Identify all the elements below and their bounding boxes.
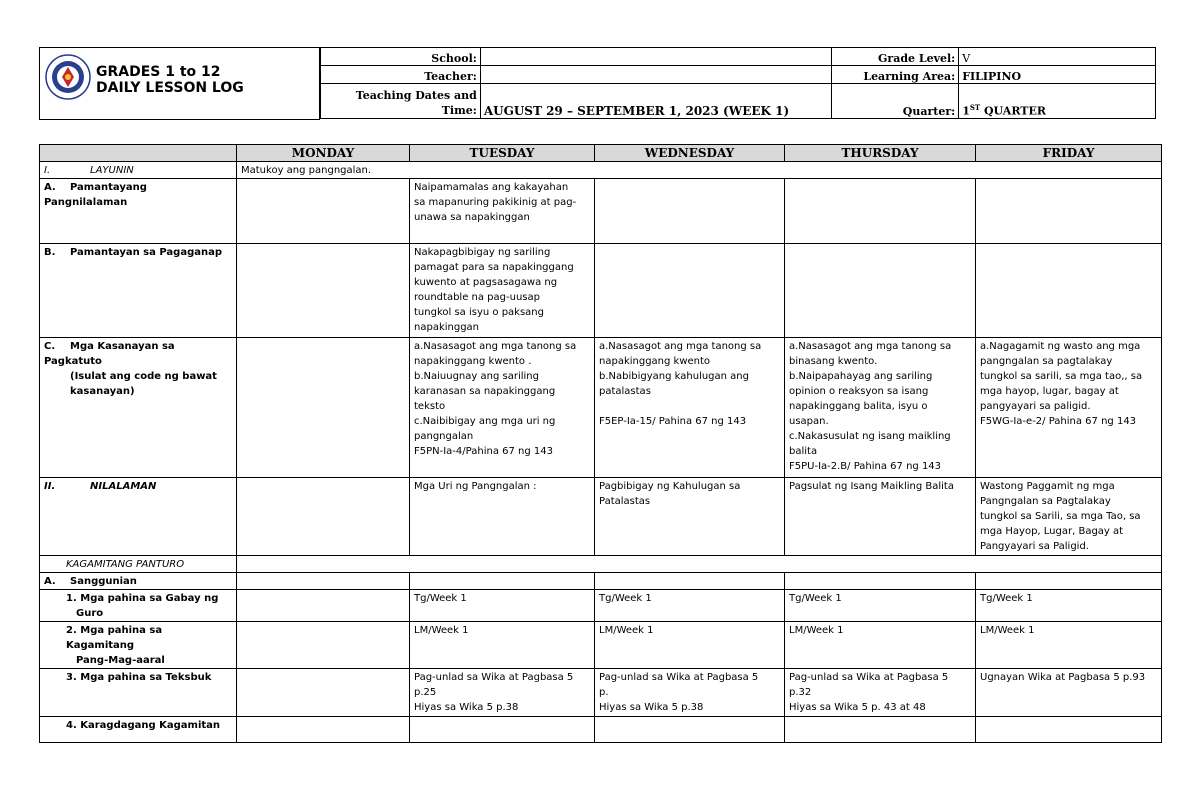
layunin-row [40,162,1162,179]
day-header-thursday: THURSDAY [785,145,976,162]
cell-line: Pag-unlad sa Wika at Pagbasa 5 [599,672,759,683]
pagaganap-letter: B. [44,247,56,258]
cell-line: Hiyas sa Wika 5 p. 43 at 48 [789,702,926,713]
gabay-row [40,590,1162,622]
teaching-dates-value: AUGUST 29 – SEPTEMBER 1, 2023 (WEEK 1) [480,84,832,119]
pangnilalaman-letter: A. [44,182,56,193]
pagaganap-label [40,244,237,338]
school-value [480,48,832,66]
cell-line: Pangngalan sa Pagtalakay [980,496,1111,507]
sanggunian-thursday [785,573,976,590]
kasanayan-wednesday [595,338,785,478]
pangnilalaman-friday [976,179,1162,244]
kagamitan-label: KAGAMITANG PANTURO [40,556,237,573]
day-header-friday: FRIDAY [976,145,1162,162]
cell-line: patalastas [599,386,651,397]
cell-line: Pagbibigay ng Kahulugan sa [599,481,741,492]
gabay-friday: Tg/Week 1 [976,590,1162,622]
kasanayan-label [40,338,237,478]
lesson-log-title-box [39,47,320,120]
kagamitang-mag-aaral-friday: LM/Week 1 [976,622,1162,669]
kagamitang-mag-aaral-row [40,622,1162,669]
cell-line: F5EP-Ia-15/ Pahina 67 ng 143 [599,416,747,427]
nilalaman-row [40,478,1162,556]
sanggunian-monday [237,573,410,590]
kagamitang-mag-aaral-thursday: LM/Week 1 [785,622,976,669]
kasanayan-monday [237,338,410,478]
cell-line: a.Nasasagot ang mga tanong sa [599,341,762,352]
kagamitang-mag-aaral-label-line-1: 2. Mga pahina sa Kagamitang [66,625,163,651]
karagdagang-wednesday [595,717,785,743]
cell-line: napakinggang balita, isyu o [789,401,928,412]
pangnilalaman-row [40,179,1162,244]
kasanayan-tuesday [410,338,595,478]
sanggunian-tuesday [410,573,595,590]
gabay-monday [237,590,410,622]
karagdagang-label: 4. Karagdagang Kagamitan [40,717,237,743]
pagaganap-row [40,244,1162,338]
learning-area-value: FILIPINO [959,66,1156,84]
cell-line: pangyayari sa paligid. [980,401,1091,412]
teaching-dates-label [321,84,481,119]
cell-line: tungkol sa sarili, sa mga tao,, sa [980,371,1143,382]
kasanayan-row [40,338,1162,478]
deped-seal-icon [45,54,91,100]
cell-line: mga hayop, lugar, bagay at [980,386,1119,397]
quarter-label: Quarter: [832,84,959,119]
cell-line: balita [789,446,818,457]
pagaganap-friday [976,244,1162,338]
nilalaman-monday [237,478,410,556]
cell-line: usapan. [789,416,829,427]
cell-line: Hiyas sa Wika 5 p.38 [599,702,704,713]
cell-line: Hiyas sa Wika 5 p.38 [414,702,519,713]
pagaganap-wednesday [595,244,785,338]
layunin-text: Matukoy ang pangngalan. [237,162,1162,179]
sanggunian-wednesday [595,573,785,590]
nilalaman-number: II. [44,481,56,492]
cell-line [599,399,780,414]
school-label: School: [321,48,481,66]
cell-line: a.Nasasagot ang mga tanong sa [789,341,952,352]
gabay-tuesday: Tg/Week 1 [410,590,595,622]
teaching-dates-label-line-1: Teaching Dates and [355,89,477,102]
nilalaman-thursday [785,478,976,556]
day-header-monday: MONDAY [237,145,410,162]
teksbuk-tuesday [410,669,595,717]
sanggunian-label [40,573,237,590]
gabay-label [40,590,237,622]
kagamitan-empty [237,556,1162,573]
layunin-label [40,162,237,179]
teksbuk-friday [976,669,1162,717]
cell-line: napakinggan [414,322,480,333]
cell-line: Ugnayan Wika at Pagbasa 5 p.93 [980,672,1146,683]
pangnilalaman-wednesday [595,179,785,244]
grade-level-value: V [959,48,1156,66]
kagamitang-mag-aaral-label-line-2: Pang-Mag-aaral [76,655,165,666]
sanggunian-friday [976,573,1162,590]
kasanayan-thursday [785,338,976,478]
pangnilalaman-monday [237,179,410,244]
teksbuk-wednesday [595,669,785,717]
cell-line: Pagsulat ng Isang Maikling Balita [789,481,954,492]
quarter-suffix: ST [969,103,981,113]
day-header-tuesday: TUESDAY [410,145,595,162]
title-line-1: GRADES 1 to 12 [96,64,221,80]
gabay-wednesday: Tg/Week 1 [595,590,785,622]
karagdagang-row [40,717,1162,743]
cell-line: p.32 [789,687,812,698]
kasanayan-title-line-3: kasanayan) [70,386,135,397]
gabay-thursday: Tg/Week 1 [785,590,976,622]
kagamitang-mag-aaral-wednesday: LM/Week 1 [595,622,785,669]
corner-cell [40,145,237,162]
cell-line: a.Nagagamit ng wasto ang mga [980,341,1141,352]
cell-line: kuwento at pagsasagawa ng [414,277,558,288]
pangnilalaman-tuesday [410,179,595,244]
nilalaman-wednesday [595,478,785,556]
kasanayan-title-line-2: (Isulat ang code ng bawat [70,371,217,382]
kasanayan-letter: C. [44,341,56,352]
day-header-wednesday: WEDNESDAY [595,145,785,162]
cell-line: a.Nasasagot ang mga tanong sa [414,341,577,352]
cell-line: Pangyayari sa Paligid. [980,541,1089,552]
quarter-word: QUARTER [983,105,1046,118]
cell-line: c.Nakasusulat ng isang maikling [789,431,951,442]
kagamitang-mag-aaral-tuesday: LM/Week 1 [410,622,595,669]
layunin-number: I. [44,165,51,176]
lesson-plan-table [39,144,1162,743]
layunin-title: LAYUNIN [90,165,134,176]
kagamitan-row [40,556,1162,573]
teacher-value [480,66,832,84]
nilalaman-tuesday [410,478,595,556]
cell-line: Pag-unlad sa Wika at Pagbasa 5 [789,672,949,683]
cell-line: F5PN-Ia-4/Pahina 67 ng 143 [414,446,553,457]
cell-line: Naipamamalas ang kakayahan [414,182,569,193]
grade-level-label: Grade Level: [832,48,959,66]
cell-line: sa mapanuring pakikinig at pag- [414,197,577,208]
teksbuk-monday [237,669,410,717]
gabay-label-line-1: 1. Mga pahina sa Gabay ng [66,593,219,604]
cell-line: napakinggang kwento . [414,356,532,367]
cell-line: mga Hayop, Lugar, Bagay at [980,526,1124,537]
cell-line: tungkol sa Sarili, sa mga Tao, sa [980,511,1141,522]
cell-line: opinion o reaksyon sa isang [789,386,929,397]
karagdagang-thursday [785,717,976,743]
sanggunian-title: Sanggunian [70,576,137,587]
cell-line: roundtable na pag-uusap [414,292,540,303]
cell-line: pangngalan [414,431,474,442]
cell-line: Pag-unlad sa Wika at Pagbasa 5 [414,672,574,683]
cell-line: p.25 [414,687,437,698]
teksbuk-label: 3. Mga pahina sa Teksbuk [40,669,237,717]
pagaganap-tuesday [410,244,595,338]
pangnilalaman-thursday [785,179,976,244]
cell-line: pangngalan sa pagtalakay [980,356,1113,367]
teksbuk-thursday [785,669,976,717]
cell-line: b.Nabibigyang kahulugan ang [599,371,749,382]
cell-line: F5WG-Ia-e-2/ Pahina 67 ng 143 [980,416,1137,427]
teksbuk-row [40,669,1162,717]
cell-line: c.Naibibigay ang mga uri ng [414,416,556,427]
quarter-number: 1 [962,105,970,118]
cell-line: pamagat para sa napakinggang [414,262,574,273]
cell-line: p. [599,687,609,698]
sanggunian-row [40,573,1162,590]
pangnilalaman-title: Pamantayang Pangnilalaman [44,182,147,208]
nilalaman-friday [976,478,1162,556]
karagdagang-monday [237,717,410,743]
cell-line: F5PU-Ia-2.B/ Pahina 67 ng 143 [789,461,942,472]
days-header-row [40,145,1162,162]
cell-line: karanasan sa napakinggang [414,386,556,397]
cell-line: Mga Uri ng Pangngalan : [414,481,537,492]
title-line-2: DAILY LESSON LOG [96,80,244,96]
learning-area-label: Learning Area: [832,66,959,84]
cell-line: b.Naiuugnay ang sariling [414,371,539,382]
pangnilalaman-label [40,179,237,244]
cell-line: napakinggang kwento [599,356,711,367]
karagdagang-tuesday [410,717,595,743]
cell-line: tungkol sa isyu o paksang [414,307,544,318]
cell-line: unawa sa napakinggan [414,212,530,223]
cell-line: Nakapagbibigay ng sariling [414,247,551,258]
kasanayan-title-line-1: Mga Kasanayan sa Pagkatuto [44,341,175,367]
pagaganap-thursday [785,244,976,338]
pagaganap-title: Pamantayan sa Pagaganap [70,247,223,258]
cell-line: binasang kwento. [789,356,878,367]
kagamitang-mag-aaral-monday [237,622,410,669]
kagamitang-mag-aaral-label [40,622,237,669]
cell-line: teksto [414,401,446,412]
quarter-value [959,84,1156,119]
gabay-label-line-2: Guro [76,608,104,619]
teaching-dates-label-line-2: Time: [441,104,477,117]
pagaganap-monday [237,244,410,338]
kasanayan-friday [976,338,1162,478]
teacher-label: Teacher: [321,66,481,84]
cell-line: Wastong Paggamit ng mga [980,481,1115,492]
sanggunian-letter: A. [44,576,56,587]
nilalaman-title: NILALAMAN [90,481,157,492]
cell-line: Patalastas [599,496,651,507]
nilalaman-label [40,478,237,556]
school-info-table [320,47,1156,119]
cell-line: b.Naipapahayag ang sariling [789,371,933,382]
karagdagang-friday [976,717,1162,743]
